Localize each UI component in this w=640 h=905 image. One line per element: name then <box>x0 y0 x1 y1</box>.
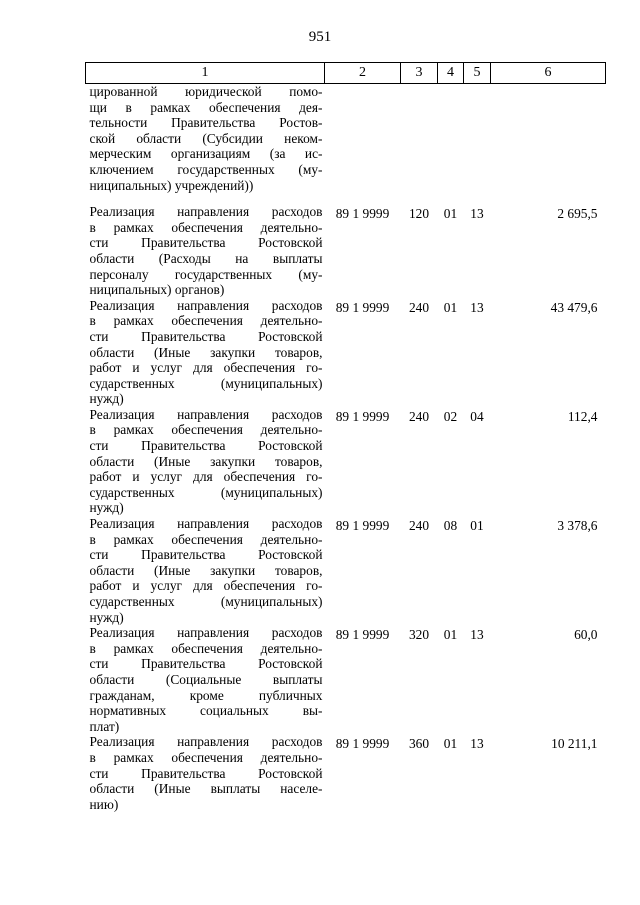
description-line: нужд) <box>89 391 124 407</box>
header-row <box>86 63 606 84</box>
column-header-3: 3 <box>401 63 438 84</box>
section-code: 01 <box>443 736 458 752</box>
column-header-5: 5 <box>464 63 491 84</box>
description-line: работ и услуг для обеспечения го- <box>89 469 323 485</box>
target-article-code: 89 1 9999 <box>335 627 390 643</box>
amount: 60,0 <box>574 627 598 643</box>
table-row <box>86 734 606 812</box>
description-line: тельности Правительства Ростов- <box>89 115 323 131</box>
expense-description <box>86 407 325 516</box>
description-line: Реализация направления расходов <box>89 297 323 313</box>
expense-type-code: 120 <box>408 206 430 222</box>
target-article-code: 89 1 9999 <box>335 518 390 534</box>
description-line: сударственных (муниципальных) <box>89 594 323 609</box>
subsection-code: 13 <box>470 627 484 643</box>
description-line: области (Социальные выплаты <box>89 671 323 687</box>
amount: 43 479,6 <box>550 299 598 315</box>
description-line: ской области (Субсидии неком- <box>89 130 323 146</box>
description-line: области (Иные выплаты населе- <box>89 781 323 797</box>
table-body <box>86 84 606 813</box>
budget-table <box>85 62 606 812</box>
description-line: сударственных (муниципальных) <box>89 484 323 500</box>
description-line: области (Расходы на выплаты <box>89 250 323 266</box>
description-line: нормативных социальных вы- <box>89 703 323 719</box>
table-row <box>86 204 606 298</box>
section-code: 01 <box>443 206 458 222</box>
description-line: работ и услуг для обеспечения го- <box>89 578 323 594</box>
description-line: гражданам, кроме публичных <box>89 687 323 703</box>
continuation-description <box>86 84 325 205</box>
description-line: плат) <box>89 718 120 734</box>
expense-description <box>86 734 325 812</box>
expense-type-code: 240 <box>408 518 430 534</box>
subsection-code: 13 <box>470 299 484 315</box>
description-line: в рамках обеспечения деятельно- <box>89 422 323 438</box>
description-line: в рамках обеспечения деятельно- <box>89 640 323 656</box>
description-line: сти Правительства Ростовской <box>89 547 323 563</box>
table-row <box>86 625 606 734</box>
target-article-code: 89 1 9999 <box>335 408 390 424</box>
description-line: мерческим организациям (за ис- <box>89 146 323 162</box>
description-line: сти Правительства Ростовской <box>89 235 323 251</box>
section-code: 08 <box>443 518 458 534</box>
section-code: 01 <box>443 299 458 315</box>
description-line: области (Иные закупки товаров, <box>89 344 323 360</box>
amount: 112,4 <box>567 408 598 424</box>
subsection-code: 01 <box>470 518 484 534</box>
description-line: ниципальных) учреждений)) <box>89 177 254 193</box>
description-line: ниципальных) органов) <box>89 282 225 298</box>
table-row <box>86 407 606 516</box>
table-row-continuation <box>86 84 606 205</box>
description-line: нию) <box>89 796 119 812</box>
expense-description <box>86 516 325 625</box>
description-line: Реализация направления расходов <box>89 625 323 641</box>
description-line: щи в рамках обеспечения дея- <box>89 99 323 115</box>
column-header-4: 4 <box>438 63 464 84</box>
description-line: в рамках обеспечения деятельно- <box>89 749 323 765</box>
expense-type-code: 240 <box>408 408 430 424</box>
column-header-1: 1 <box>86 63 325 84</box>
table-header <box>86 63 606 84</box>
description-line: Реализация направления расходов <box>89 734 323 750</box>
description-line: нужд) <box>89 500 124 516</box>
description-line: ключением государственных (му- <box>89 161 323 177</box>
description-line: области (Иные закупки товаров, <box>89 453 323 469</box>
description-line: Реализация направления расходов <box>89 204 323 220</box>
description-line: нужд) <box>89 609 124 625</box>
section-code: 01 <box>443 627 458 643</box>
subsection-code: 13 <box>470 736 484 752</box>
expense-type-code: 240 <box>408 299 430 315</box>
description-line: сти Правительства Ростовской <box>89 438 323 454</box>
description-line: в рамках обеспечения деятельно- <box>89 219 323 235</box>
section-code: 02 <box>443 408 458 424</box>
description-line: области (Иные закупки товаров, <box>89 562 323 578</box>
description-line: Реализация направления расходов <box>89 406 323 422</box>
expense-description <box>86 625 325 734</box>
description-line: Реализация направления расходов <box>89 516 323 532</box>
description-line: сти Правительства Ростовской <box>89 656 323 672</box>
table-row <box>86 516 606 625</box>
column-header-6: 6 <box>491 63 606 84</box>
amount: 2 695,5 <box>557 206 598 222</box>
description-line: персоналу государственных (му- <box>89 266 323 282</box>
page-number: 951 <box>308 29 332 45</box>
target-article-code: 89 1 9999 <box>335 736 390 752</box>
description-line: сти Правительства Ростовской <box>89 765 323 781</box>
subsection-code: 13 <box>470 206 484 222</box>
description-line: работ и услуг для обеспечения го- <box>89 360 323 376</box>
description-line: сударственных (муниципальных) <box>89 375 323 391</box>
amount: 3 378,6 <box>557 518 598 534</box>
description-line: в рамках обеспечения деятельно- <box>89 531 323 547</box>
target-article-code: 89 1 9999 <box>335 206 390 222</box>
target-article-code: 89 1 9999 <box>335 299 390 315</box>
table-row <box>86 298 606 407</box>
column-header-2: 2 <box>325 63 401 84</box>
expense-type-code: 320 <box>408 627 430 643</box>
description-line: цированной юридической помо- <box>89 84 323 99</box>
expense-description <box>86 298 325 407</box>
description-line: сти Правительства Ростовской <box>89 328 323 344</box>
subsection-code: 04 <box>470 408 484 424</box>
expense-type-code: 360 <box>408 736 430 752</box>
amount: 10 211,1 <box>551 736 598 752</box>
expense-description <box>86 204 325 298</box>
description-line: в рамках обеспечения деятельно- <box>89 313 323 329</box>
